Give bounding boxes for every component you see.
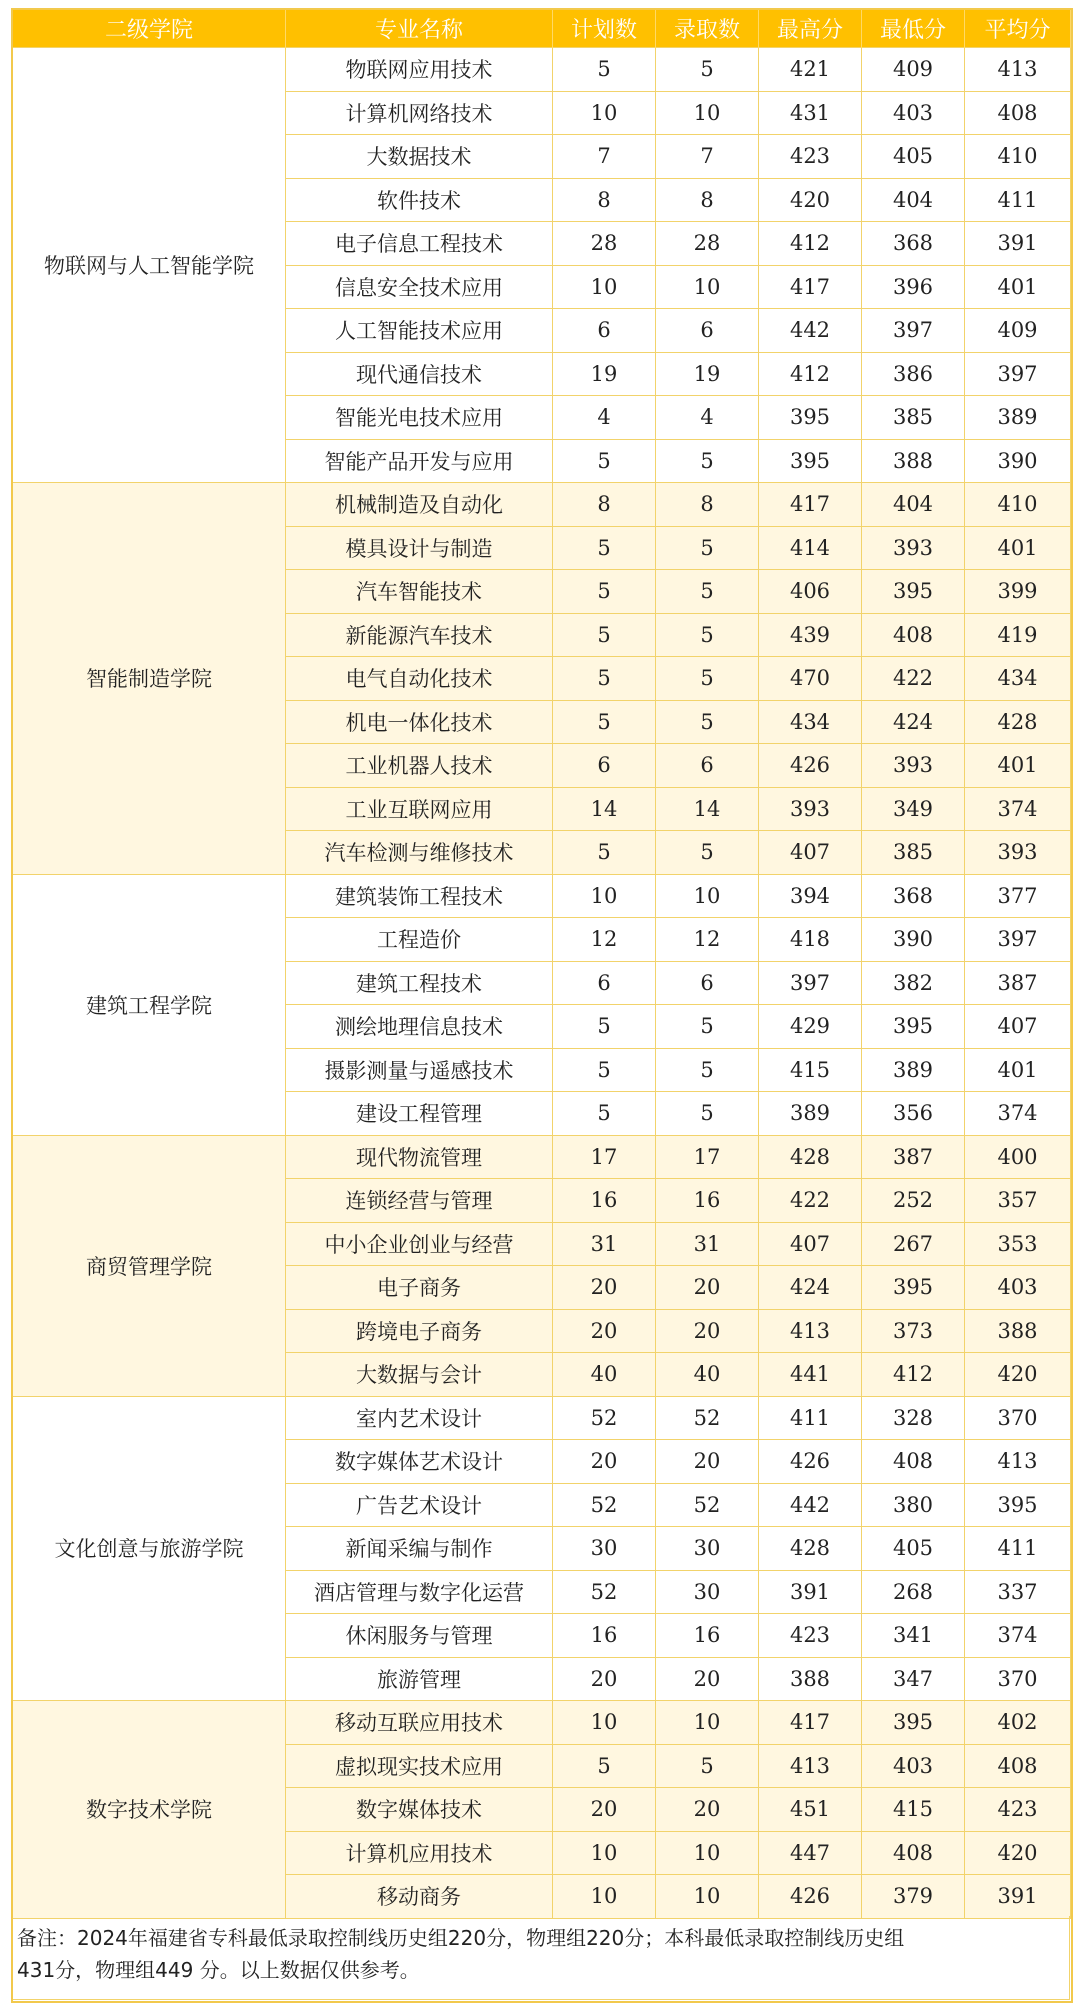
- plan-count-cell: 52: [553, 1483, 656, 1527]
- major-name-cell: 建设工程管理: [286, 1092, 553, 1136]
- max-score-cell: 393: [759, 787, 862, 831]
- avg-score-cell: 401: [965, 526, 1071, 570]
- max-score-cell: 422: [759, 1179, 862, 1223]
- plan-count-cell: 20: [553, 1657, 656, 1701]
- min-score-cell: 382: [862, 961, 965, 1005]
- avg-score-cell: 370: [965, 1396, 1071, 1440]
- major-name-cell: 电气自动化技术: [286, 657, 553, 701]
- plan-count-cell: 6: [553, 309, 656, 353]
- admit-count-cell: 5: [656, 700, 759, 744]
- plan-count-cell: 5: [553, 48, 656, 92]
- plan-count-cell: 5: [553, 657, 656, 701]
- admit-count-cell: 40: [656, 1353, 759, 1397]
- min-score-cell: 409: [862, 48, 965, 92]
- min-score-cell: 405: [862, 135, 965, 179]
- admit-count-cell: 5: [656, 613, 759, 657]
- max-score-cell: 413: [759, 1744, 862, 1788]
- admit-count-cell: 20: [656, 1657, 759, 1701]
- admit-count-cell: 52: [656, 1396, 759, 1440]
- avg-score-cell: 389: [965, 396, 1071, 440]
- table-row: [13, 483, 1071, 527]
- table-row: [13, 1701, 1071, 1745]
- major-name-cell: 机电一体化技术: [286, 700, 553, 744]
- admit-count-cell: 30: [656, 1570, 759, 1614]
- college-name-cell: 物联网与人工智能学院: [13, 48, 286, 483]
- plan-count-cell: 5: [553, 1005, 656, 1049]
- avg-score-cell: 409: [965, 309, 1071, 353]
- max-score-cell: 426: [759, 1875, 862, 1919]
- major-name-cell: 智能光电技术应用: [286, 396, 553, 440]
- major-name-cell: 信息安全技术应用: [286, 265, 553, 309]
- plan-count-cell: 5: [553, 700, 656, 744]
- max-score-cell: 414: [759, 526, 862, 570]
- admit-count-cell: 10: [656, 874, 759, 918]
- min-score-cell: 404: [862, 178, 965, 222]
- college-name-cell: 文化创意与旅游学院: [13, 1396, 286, 1701]
- admit-count-cell: 4: [656, 396, 759, 440]
- admit-count-cell: 10: [656, 265, 759, 309]
- avg-score-cell: 423: [965, 1788, 1071, 1832]
- min-score-cell: 408: [862, 1831, 965, 1875]
- max-score-cell: 417: [759, 1701, 862, 1745]
- major-name-cell: 广告艺术设计: [286, 1483, 553, 1527]
- avg-score-cell: 397: [965, 918, 1071, 962]
- major-name-cell: 新闻采编与制作: [286, 1527, 553, 1571]
- footnote-line-2: 431分，物理组449 分。以上数据仅供参考。: [17, 1958, 420, 1982]
- table-row: [13, 48, 1071, 92]
- max-score-cell: 388: [759, 1657, 862, 1701]
- avg-score-cell: 357: [965, 1179, 1071, 1223]
- avg-score-cell: 411: [965, 1527, 1071, 1571]
- max-score-cell: 439: [759, 613, 862, 657]
- major-name-cell: 虚拟现实技术应用: [286, 1744, 553, 1788]
- max-score-cell: 407: [759, 1222, 862, 1266]
- admit-count-cell: 20: [656, 1440, 759, 1484]
- max-score-cell: 411: [759, 1396, 862, 1440]
- plan-count-cell: 10: [553, 91, 656, 135]
- major-name-cell: 跨境电子商务: [286, 1309, 553, 1353]
- admit-count-cell: 7: [656, 135, 759, 179]
- min-score-cell: 388: [862, 439, 965, 483]
- max-score-cell: 451: [759, 1788, 862, 1832]
- major-name-cell: 摄影测量与遥感技术: [286, 1048, 553, 1092]
- header-admit-count: 录取数: [656, 9, 759, 48]
- plan-count-cell: 19: [553, 352, 656, 396]
- min-score-cell: 395: [862, 1701, 965, 1745]
- admit-count-cell: 28: [656, 222, 759, 266]
- max-score-cell: 418: [759, 918, 862, 962]
- table-row: [13, 1135, 1071, 1179]
- avg-score-cell: 399: [965, 570, 1071, 614]
- admit-count-cell: 5: [656, 1005, 759, 1049]
- admit-count-cell: 10: [656, 1701, 759, 1745]
- major-name-cell: 移动商务: [286, 1875, 553, 1919]
- max-score-cell: 412: [759, 222, 862, 266]
- min-score-cell: 380: [862, 1483, 965, 1527]
- major-name-cell: 工业机器人技术: [286, 744, 553, 788]
- avg-score-cell: 408: [965, 1744, 1071, 1788]
- major-name-cell: 大数据与会计: [286, 1353, 553, 1397]
- major-name-cell: 物联网应用技术: [286, 48, 553, 92]
- min-score-cell: 412: [862, 1353, 965, 1397]
- min-score-cell: 387: [862, 1135, 965, 1179]
- admit-count-cell: 19: [656, 352, 759, 396]
- major-name-cell: 汽车智能技术: [286, 570, 553, 614]
- plan-count-cell: 10: [553, 265, 656, 309]
- admit-count-cell: 10: [656, 1875, 759, 1919]
- avg-score-cell: 387: [965, 961, 1071, 1005]
- admit-count-cell: 5: [656, 570, 759, 614]
- min-score-cell: 328: [862, 1396, 965, 1440]
- avg-score-cell: 391: [965, 1875, 1071, 1919]
- plan-count-cell: 40: [553, 1353, 656, 1397]
- table-body: [13, 48, 1071, 1919]
- max-score-cell: 415: [759, 1048, 862, 1092]
- min-score-cell: 349: [862, 787, 965, 831]
- plan-count-cell: 5: [553, 1048, 656, 1092]
- min-score-cell: 393: [862, 526, 965, 570]
- max-score-cell: 391: [759, 1570, 862, 1614]
- major-name-cell: 新能源汽车技术: [286, 613, 553, 657]
- max-score-cell: 428: [759, 1135, 862, 1179]
- max-score-cell: 407: [759, 831, 862, 875]
- table-header-row: [13, 9, 1071, 48]
- max-score-cell: 447: [759, 1831, 862, 1875]
- major-name-cell: 电子信息工程技术: [286, 222, 553, 266]
- admit-count-cell: 5: [656, 526, 759, 570]
- admit-count-cell: 14: [656, 787, 759, 831]
- max-score-cell: 406: [759, 570, 862, 614]
- max-score-cell: 434: [759, 700, 862, 744]
- min-score-cell: 393: [862, 744, 965, 788]
- header-college: 二级学院: [13, 9, 286, 48]
- plan-count-cell: 20: [553, 1309, 656, 1353]
- college-name-cell: 商贸管理学院: [13, 1135, 286, 1396]
- min-score-cell: 408: [862, 613, 965, 657]
- avg-score-cell: 401: [965, 265, 1071, 309]
- plan-count-cell: 28: [553, 222, 656, 266]
- admit-count-cell: 10: [656, 91, 759, 135]
- min-score-cell: 373: [862, 1309, 965, 1353]
- plan-count-cell: 20: [553, 1440, 656, 1484]
- major-name-cell: 电子商务: [286, 1266, 553, 1310]
- major-name-cell: 计算机应用技术: [286, 1831, 553, 1875]
- avg-score-cell: 388: [965, 1309, 1071, 1353]
- header-plan-count: 计划数: [553, 9, 656, 48]
- min-score-cell: 379: [862, 1875, 965, 1919]
- max-score-cell: 417: [759, 483, 862, 527]
- avg-score-cell: 401: [965, 744, 1071, 788]
- plan-count-cell: 17: [553, 1135, 656, 1179]
- college-name-cell: 建筑工程学院: [13, 874, 286, 1135]
- plan-count-cell: 16: [553, 1179, 656, 1223]
- avg-score-cell: 395: [965, 1483, 1071, 1527]
- plan-count-cell: 14: [553, 787, 656, 831]
- plan-count-cell: 5: [553, 1092, 656, 1136]
- avg-score-cell: 410: [965, 483, 1071, 527]
- major-name-cell: 工业互联网应用: [286, 787, 553, 831]
- major-name-cell: 测绘地理信息技术: [286, 1005, 553, 1049]
- max-score-cell: 417: [759, 265, 862, 309]
- major-name-cell: 现代物流管理: [286, 1135, 553, 1179]
- plan-count-cell: 20: [553, 1266, 656, 1310]
- plan-count-cell: 52: [553, 1396, 656, 1440]
- major-name-cell: 酒店管理与数字化运营: [286, 1570, 553, 1614]
- admit-count-cell: 8: [656, 483, 759, 527]
- min-score-cell: 386: [862, 352, 965, 396]
- plan-count-cell: 8: [553, 178, 656, 222]
- plan-count-cell: 10: [553, 874, 656, 918]
- plan-count-cell: 5: [553, 570, 656, 614]
- max-score-cell: 442: [759, 1483, 862, 1527]
- avg-score-cell: 390: [965, 439, 1071, 483]
- major-name-cell: 休闲服务与管理: [286, 1614, 553, 1658]
- admit-count-cell: 16: [656, 1614, 759, 1658]
- plan-count-cell: 6: [553, 961, 656, 1005]
- min-score-cell: 252: [862, 1179, 965, 1223]
- min-score-cell: 341: [862, 1614, 965, 1658]
- avg-score-cell: 377: [965, 874, 1071, 918]
- max-score-cell: 431: [759, 91, 862, 135]
- header-avg-score: 平均分: [965, 9, 1071, 48]
- table-row: [13, 874, 1071, 918]
- plan-count-cell: 30: [553, 1527, 656, 1571]
- avg-score-cell: 428: [965, 700, 1071, 744]
- major-name-cell: 旅游管理: [286, 1657, 553, 1701]
- major-name-cell: 大数据技术: [286, 135, 553, 179]
- max-score-cell: 470: [759, 657, 862, 701]
- avg-score-cell: 407: [965, 1005, 1071, 1049]
- max-score-cell: 429: [759, 1005, 862, 1049]
- avg-score-cell: 337: [965, 1570, 1071, 1614]
- plan-count-cell: 6: [553, 744, 656, 788]
- avg-score-cell: 434: [965, 657, 1071, 701]
- min-score-cell: 356: [862, 1092, 965, 1136]
- plan-count-cell: 16: [553, 1614, 656, 1658]
- avg-score-cell: 400: [965, 1135, 1071, 1179]
- min-score-cell: 397: [862, 309, 965, 353]
- min-score-cell: 408: [862, 1440, 965, 1484]
- plan-count-cell: 10: [553, 1875, 656, 1919]
- min-score-cell: 267: [862, 1222, 965, 1266]
- admit-count-cell: 6: [656, 744, 759, 788]
- plan-count-cell: 5: [553, 1744, 656, 1788]
- avg-score-cell: 374: [965, 1614, 1071, 1658]
- max-score-cell: 413: [759, 1309, 862, 1353]
- admit-count-cell: 20: [656, 1788, 759, 1832]
- major-name-cell: 模具设计与制造: [286, 526, 553, 570]
- min-score-cell: 405: [862, 1527, 965, 1571]
- admit-count-cell: 5: [656, 831, 759, 875]
- avg-score-cell: 419: [965, 613, 1071, 657]
- avg-score-cell: 420: [965, 1831, 1071, 1875]
- min-score-cell: 385: [862, 396, 965, 440]
- max-score-cell: 423: [759, 135, 862, 179]
- admission-scores-table: [12, 9, 1071, 1919]
- admit-count-cell: 5: [656, 1744, 759, 1788]
- plan-count-cell: 10: [553, 1831, 656, 1875]
- major-name-cell: 汽车检测与维修技术: [286, 831, 553, 875]
- avg-score-cell: 374: [965, 787, 1071, 831]
- avg-score-cell: 420: [965, 1353, 1071, 1397]
- admit-count-cell: 10: [656, 1831, 759, 1875]
- avg-score-cell: 353: [965, 1222, 1071, 1266]
- max-score-cell: 412: [759, 352, 862, 396]
- admit-count-cell: 52: [656, 1483, 759, 1527]
- major-name-cell: 室内艺术设计: [286, 1396, 553, 1440]
- plan-count-cell: 52: [553, 1570, 656, 1614]
- avg-score-cell: 411: [965, 178, 1071, 222]
- major-name-cell: 中小企业创业与经营: [286, 1222, 553, 1266]
- max-score-cell: 424: [759, 1266, 862, 1310]
- min-score-cell: 396: [862, 265, 965, 309]
- max-score-cell: 389: [759, 1092, 862, 1136]
- avg-score-cell: 393: [965, 831, 1071, 875]
- min-score-cell: 424: [862, 700, 965, 744]
- major-name-cell: 工程造价: [286, 918, 553, 962]
- admit-count-cell: 12: [656, 918, 759, 962]
- max-score-cell: 423: [759, 1614, 862, 1658]
- footnote-line-1: 备注：2024年福建省专科最低录取控制线历史组220分，物理组220分；本科最低录取控制线历史组: [17, 1926, 905, 1950]
- avg-score-cell: 413: [965, 1440, 1071, 1484]
- admit-count-cell: 6: [656, 309, 759, 353]
- min-score-cell: 368: [862, 222, 965, 266]
- major-name-cell: 数字媒体技术: [286, 1788, 553, 1832]
- max-score-cell: 426: [759, 1440, 862, 1484]
- avg-score-cell: 397: [965, 352, 1071, 396]
- min-score-cell: 415: [862, 1788, 965, 1832]
- max-score-cell: 442: [759, 309, 862, 353]
- max-score-cell: 441: [759, 1353, 862, 1397]
- min-score-cell: 268: [862, 1570, 965, 1614]
- major-name-cell: 数字媒体艺术设计: [286, 1440, 553, 1484]
- admit-count-cell: 16: [656, 1179, 759, 1223]
- header-max-score: 最高分: [759, 9, 862, 48]
- major-name-cell: 软件技术: [286, 178, 553, 222]
- major-name-cell: 建筑工程技术: [286, 961, 553, 1005]
- avg-score-cell: 402: [965, 1701, 1071, 1745]
- min-score-cell: 403: [862, 1744, 965, 1788]
- major-name-cell: 连锁经营与管理: [286, 1179, 553, 1223]
- admit-count-cell: 8: [656, 178, 759, 222]
- major-name-cell: 智能产品开发与应用: [286, 439, 553, 483]
- table-row: [13, 1396, 1071, 1440]
- admit-count-cell: 5: [656, 439, 759, 483]
- min-score-cell: 385: [862, 831, 965, 875]
- plan-count-cell: 5: [553, 613, 656, 657]
- plan-count-cell: 5: [553, 439, 656, 483]
- plan-count-cell: 10: [553, 1701, 656, 1745]
- admit-count-cell: 5: [656, 657, 759, 701]
- avg-score-cell: 410: [965, 135, 1071, 179]
- admit-count-cell: 30: [656, 1527, 759, 1571]
- max-score-cell: 395: [759, 396, 862, 440]
- plan-count-cell: 12: [553, 918, 656, 962]
- admit-count-cell: 20: [656, 1266, 759, 1310]
- major-name-cell: 移动互联应用技术: [286, 1701, 553, 1745]
- max-score-cell: 397: [759, 961, 862, 1005]
- admit-count-cell: 5: [656, 1048, 759, 1092]
- max-score-cell: 428: [759, 1527, 862, 1571]
- admit-count-cell: 31: [656, 1222, 759, 1266]
- avg-score-cell: 403: [965, 1266, 1071, 1310]
- min-score-cell: 395: [862, 1005, 965, 1049]
- min-score-cell: 347: [862, 1657, 965, 1701]
- min-score-cell: 422: [862, 657, 965, 701]
- min-score-cell: 390: [862, 918, 965, 962]
- major-name-cell: 机械制造及自动化: [286, 483, 553, 527]
- min-score-cell: 404: [862, 483, 965, 527]
- plan-count-cell: 8: [553, 483, 656, 527]
- plan-count-cell: 31: [553, 1222, 656, 1266]
- max-score-cell: 426: [759, 744, 862, 788]
- college-name-cell: 智能制造学院: [13, 483, 286, 875]
- min-score-cell: 389: [862, 1048, 965, 1092]
- max-score-cell: 420: [759, 178, 862, 222]
- avg-score-cell: 408: [965, 91, 1071, 135]
- plan-count-cell: 20: [553, 1788, 656, 1832]
- min-score-cell: 395: [862, 570, 965, 614]
- footnote: [12, 1916, 1070, 2000]
- admit-count-cell: 17: [656, 1135, 759, 1179]
- min-score-cell: 395: [862, 1266, 965, 1310]
- min-score-cell: 403: [862, 91, 965, 135]
- plan-count-cell: 7: [553, 135, 656, 179]
- admit-count-cell: 20: [656, 1309, 759, 1353]
- admit-count-cell: 6: [656, 961, 759, 1005]
- plan-count-cell: 4: [553, 396, 656, 440]
- max-score-cell: 395: [759, 439, 862, 483]
- plan-count-cell: 5: [553, 526, 656, 570]
- major-name-cell: 建筑装饰工程技术: [286, 874, 553, 918]
- major-name-cell: 现代通信技术: [286, 352, 553, 396]
- admit-count-cell: 5: [656, 1092, 759, 1136]
- max-score-cell: 421: [759, 48, 862, 92]
- header-min-score: 最低分: [862, 9, 965, 48]
- avg-score-cell: 401: [965, 1048, 1071, 1092]
- min-score-cell: 368: [862, 874, 965, 918]
- admit-count-cell: 5: [656, 48, 759, 92]
- avg-score-cell: 374: [965, 1092, 1071, 1136]
- header-major: 专业名称: [286, 9, 553, 48]
- college-name-cell: 数字技术学院: [13, 1701, 286, 1919]
- major-name-cell: 人工智能技术应用: [286, 309, 553, 353]
- max-score-cell: 394: [759, 874, 862, 918]
- plan-count-cell: 5: [553, 831, 656, 875]
- major-name-cell: 计算机网络技术: [286, 91, 553, 135]
- avg-score-cell: 391: [965, 222, 1071, 266]
- avg-score-cell: 370: [965, 1657, 1071, 1701]
- avg-score-cell: 413: [965, 48, 1071, 92]
